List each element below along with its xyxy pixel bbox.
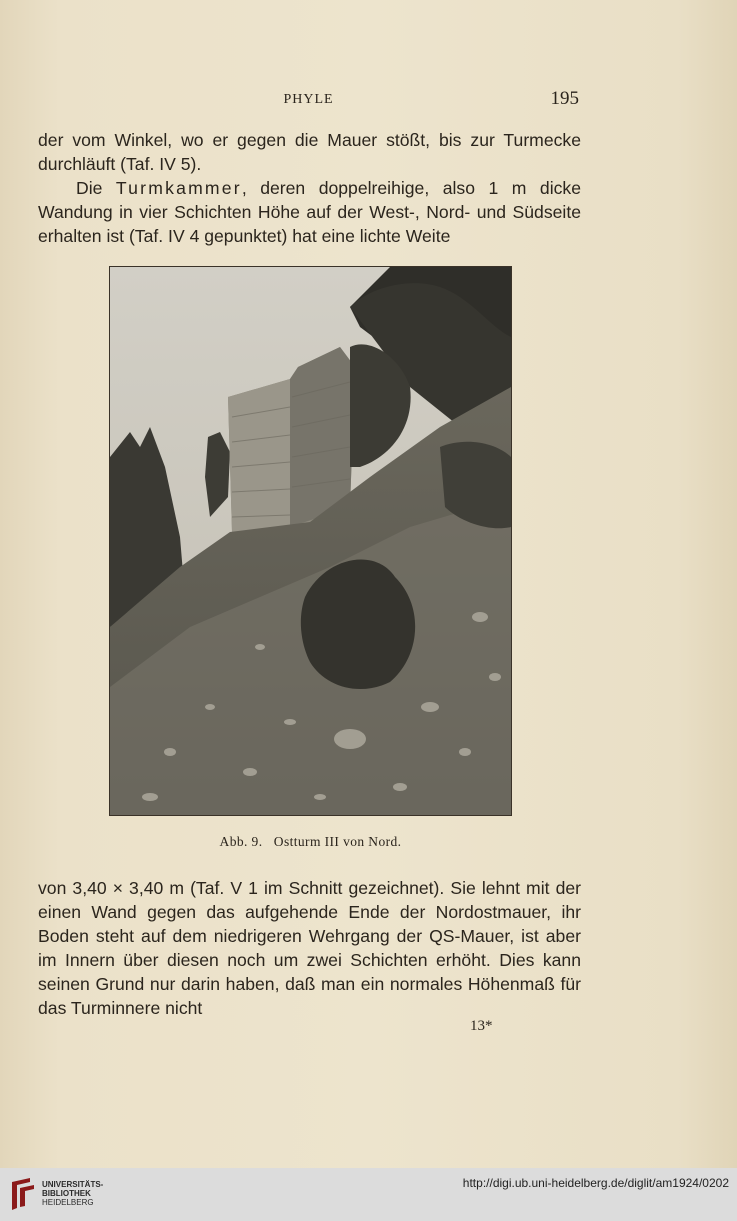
signature-mark: 13* xyxy=(470,1018,493,1034)
paragraph-2-start: Die xyxy=(76,178,116,198)
logo-line-3: HEIDELBERG xyxy=(42,1198,94,1207)
library-logo-text xyxy=(42,1180,103,1207)
photograph-tower-ruin xyxy=(109,266,512,816)
term-turmkammer: Turmkammer xyxy=(115,178,242,198)
library-footer-bar xyxy=(0,1168,737,1221)
figure-caption: Abb. 9. Ostturm III von Nord. xyxy=(219,834,402,849)
paragraph-3: von 3,40 × 3,40 m (Taf. V 1 im Schnitt gezeichnet). Sie lehnt mit der einen Wand gegen das aufgehende Ende der Nordostmauer, ihr Boden steht auf dem niedrigeren Wehrgang der QS-Mauer, ist aber im Innern über diesen noch um zwei Schichten erhöht. Dies kann seinen Grund nur darin haben, daß man ein normales Höhenmaß für das Turminnere nicht xyxy=(38,878,581,1018)
paragraph-1: der vom Winkel, wo er gegen die Mauer stößt, bis zur Turmecke durchläuft (Taf. IV 5). xyxy=(38,130,581,174)
page-header xyxy=(38,88,579,114)
logo-line-2: BIBLIOTHEK xyxy=(42,1189,91,1198)
page-number: 195 xyxy=(550,88,579,109)
paragraph-2-rest: , deren doppelreihige, also 1 m dicke Wandung in vier Schichten Höhe auf der West-, Nord- und Südseite erhalten ist (Taf. IV 4 gepunktet) hat eine lichte Weite xyxy=(38,178,581,246)
running-title: PHYLE xyxy=(283,92,334,107)
library-logo-icon xyxy=(8,1176,38,1217)
logo-line-1: UNIVERSITÄTS- xyxy=(42,1180,104,1189)
paragraph-2 xyxy=(38,176,581,248)
permalink-url[interactable]: http://digi.ub.uni-heidelberg.de/diglit/am1924/0202 xyxy=(462,1176,729,1190)
